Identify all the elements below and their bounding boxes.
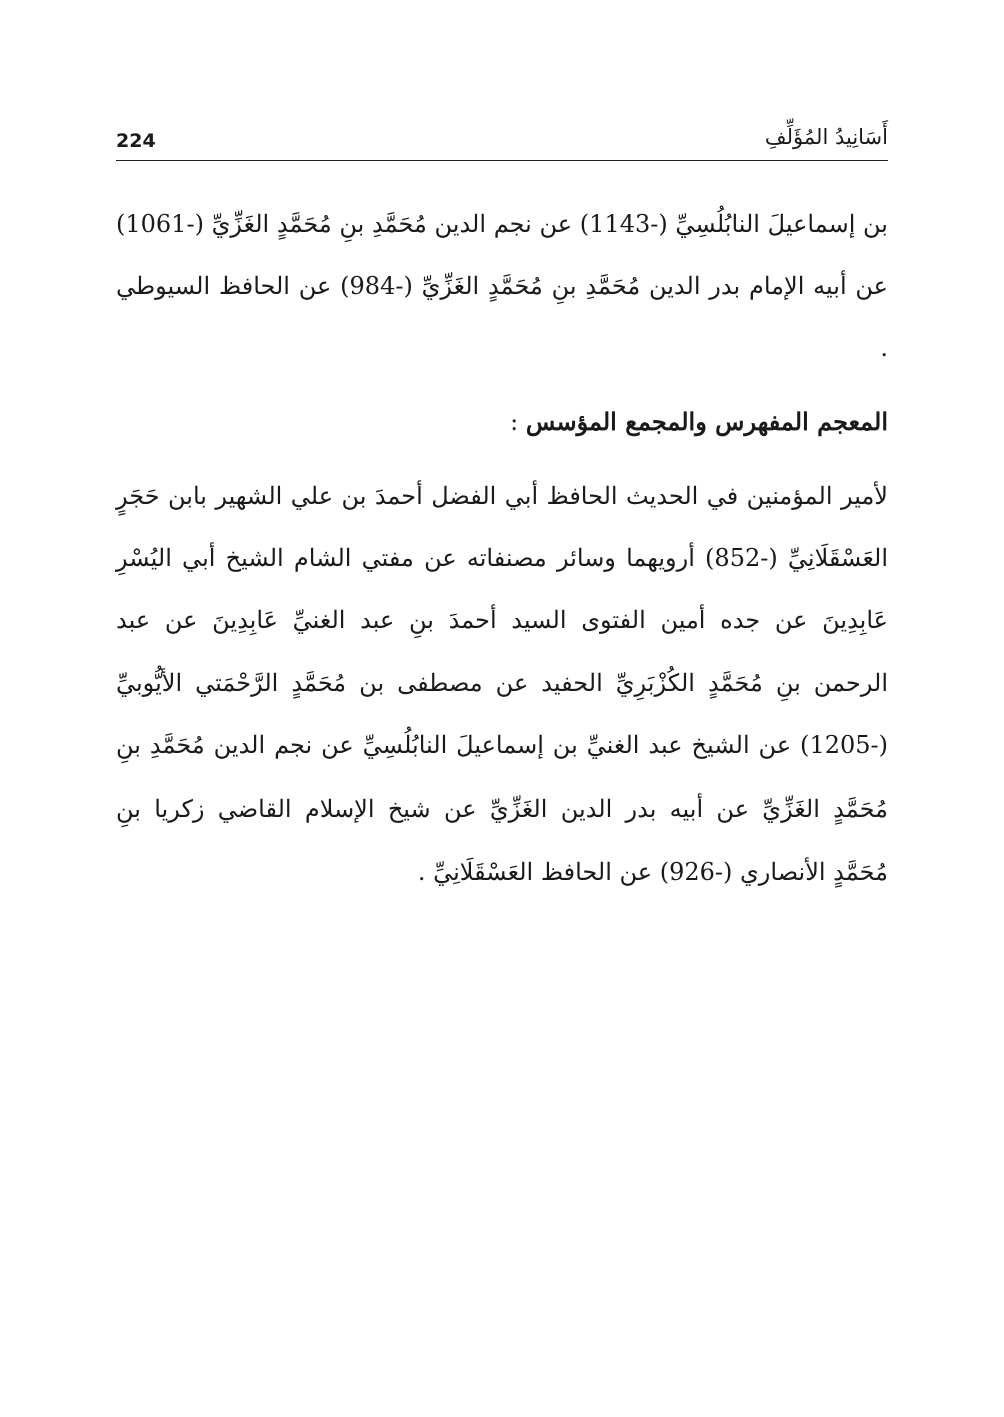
- section-heading: [116, 405, 888, 439]
- text-line: .: [880, 334, 888, 362]
- text-line: عَابِدِينَ عن جده أمين الفتوى السيد أحمدَ بنِ عبد الغنيِّ عَابِدِينَ عن عبد: [116, 606, 888, 634]
- text-line: مُحَمَّدٍ الأنصاري (-926) عن الحافظ العَسْقَلَانِيِّ .: [417, 858, 888, 886]
- running-header-title: أَسَانِيدُ المُؤَلِّفِ: [764, 125, 888, 149]
- header-divider: [116, 160, 888, 161]
- text-line: لأمير المؤمنين في الحديث الحافظ أبي الفضل أحمدَ بن علي الشهير بابن حَجَرٍ: [116, 482, 888, 510]
- text-line: مُحَمَّدٍ الغَزِّيِّ عن أبيه بدر الدين الغَزِّيِّ عن شيخ الإسلام القاضي زكريا بنِ: [116, 795, 888, 823]
- text-line: بن إسماعيلَ النابُلُسِيِّ (-1143) عن نجم الدين مُحَمَّدِ بنِ مُحَمَّدٍ الغَزِّيِّ (-1061): [116, 210, 888, 238]
- text-line: (-1205) عن الشيخ عبد الغنيِّ بن إسماعيلَ النابُلُسِيِّ عن نجم الدين مُحَمَّدِ بنِ: [116, 731, 888, 759]
- text-line: العَسْقَلَانِيِّ (-852) أرويهما وسائر مصنفاته عن مفتي الشام الشيخ أبي اليُسْرِ: [116, 544, 889, 572]
- page-number: 224: [116, 130, 156, 152]
- section-heading-colon: :: [510, 408, 526, 436]
- section-heading-text: المعجم المفهرس والمجمع المؤسس: [525, 407, 888, 436]
- text-line: الرحمن بنِ مُحَمَّدٍ الكُزْبَرِيِّ الحفيد عن مصطفى بن مُحَمَّدٍ الرَّحْمَتي الأيُّوبيِّ: [116, 669, 888, 697]
- running-header: [116, 118, 888, 160]
- text-line: عن أبيه الإمام بدر الدين مُحَمَّدِ بنِ مُحَمَّدٍ الغَزِّيِّ (-984) عن الحافظ السيوطي: [116, 272, 888, 300]
